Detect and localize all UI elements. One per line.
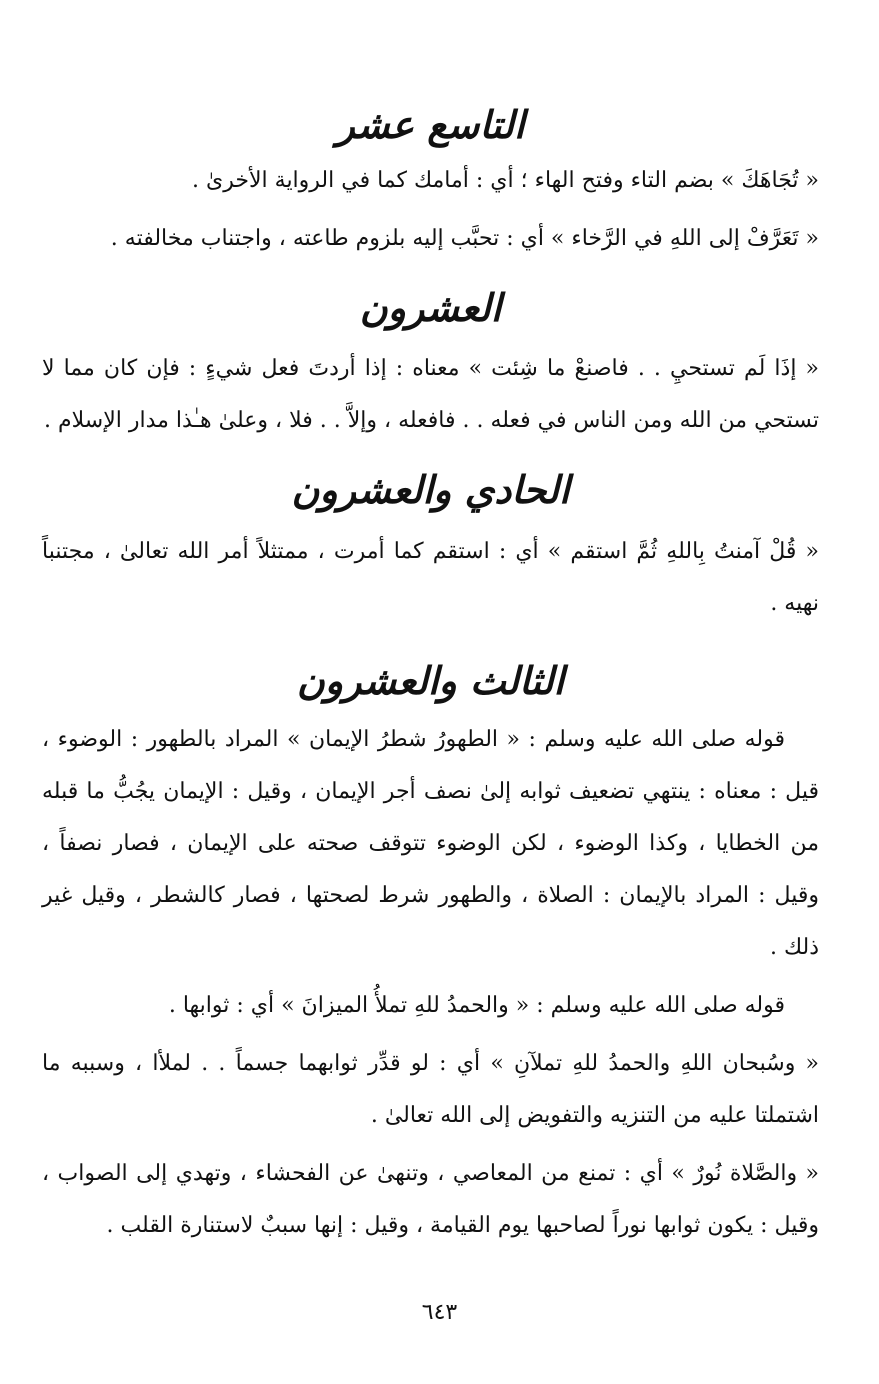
page-number: ٦٤٣ <box>421 1300 458 1325</box>
section-heading-21: الحادي والعشرون <box>291 466 570 512</box>
section-heading-19: التاسع عشر <box>336 102 525 147</box>
section-heading-23: الثالث والعشرون <box>296 658 565 704</box>
paragraph-istiqama: « قُلْ آمنتُ بِاللهِ ثُمَّ استقم » أي : استقم كما أمرت ، ممتثلاً أمر الله تعالىٰ ، مجتنباً نهيه . <box>42 539 819 617</box>
page-content <box>42 100 819 1252</box>
paragraph-tahur: قوله صلى الله عليه وسلم : « الطهورُ شطرُ الإيمان » المراد بالطهور : الوضوء ، قيل : معناه : ينتهي تضعيف ثوابه إلىٰ نصف أجر الإيمان ، وقيل : الإيمان يجُبُّ ما قبله من الخطايا ، وكذا الوضوء ، لكن الوضوء تتوقف صحته على الإيمان ، فصار نصفاً ، وقيل : المراد بالإيمان : الصلاة ، والطهور شرط لصحتها ، فصار كالشطر ، وقيل غير ذلك . <box>42 726 819 960</box>
section-heading-20: العشرون <box>359 285 502 331</box>
paragraph-taarraf: « تَعَرَّفْ إلى اللهِ في الرَّخاء » أي : تحبَّب إليه بلزوم طاعته ، واجتناب مخالفته . <box>110 226 819 252</box>
paragraph-tujahak: « تُجَاهَكَ » بضم التاء وفتح الهاء ؛ أي : أمامك كما في الرواية الأخرىٰ . <box>192 168 819 194</box>
paragraph-salat: « والصَّلاة نُورٌ » أي : تمنع من المعاصي ، وتنهىٰ عن الفحشاء ، وتهدي إلى الصواب ، وقيل : يكون ثوابها نوراً لصاحبها يوم القيامة ، وقيل : إنها سببٌ لاستنارة القلب . <box>42 1160 819 1238</box>
paragraph-istihya: « إذَا لَم تستحيِ . . فاصنعْ ما شِئت » معناه : إذا أردتَ فعل شيءٍ : فإن كان مما لا تستحي من الله ومن الناس في فعله . . فافعله ، وإلاَّ . . فلا ، وعلىٰ هـٰذا مدار الإسلام . <box>42 355 819 433</box>
paragraph-hamd: قوله صلى الله عليه وسلم : « والحمدُ للهِ تملأُ الميزانَ » أي : ثوابها . <box>168 992 785 1018</box>
paragraph-subhan: « وسُبحان اللهِ والحمدُ للهِ تملآنِ » أي : لو قدِّر ثوابهما جسماً . . لملأا ، وسببه ما اشتملتا عليه من التنزيه والتفويض إلى الله تعالىٰ . <box>42 1050 819 1128</box>
